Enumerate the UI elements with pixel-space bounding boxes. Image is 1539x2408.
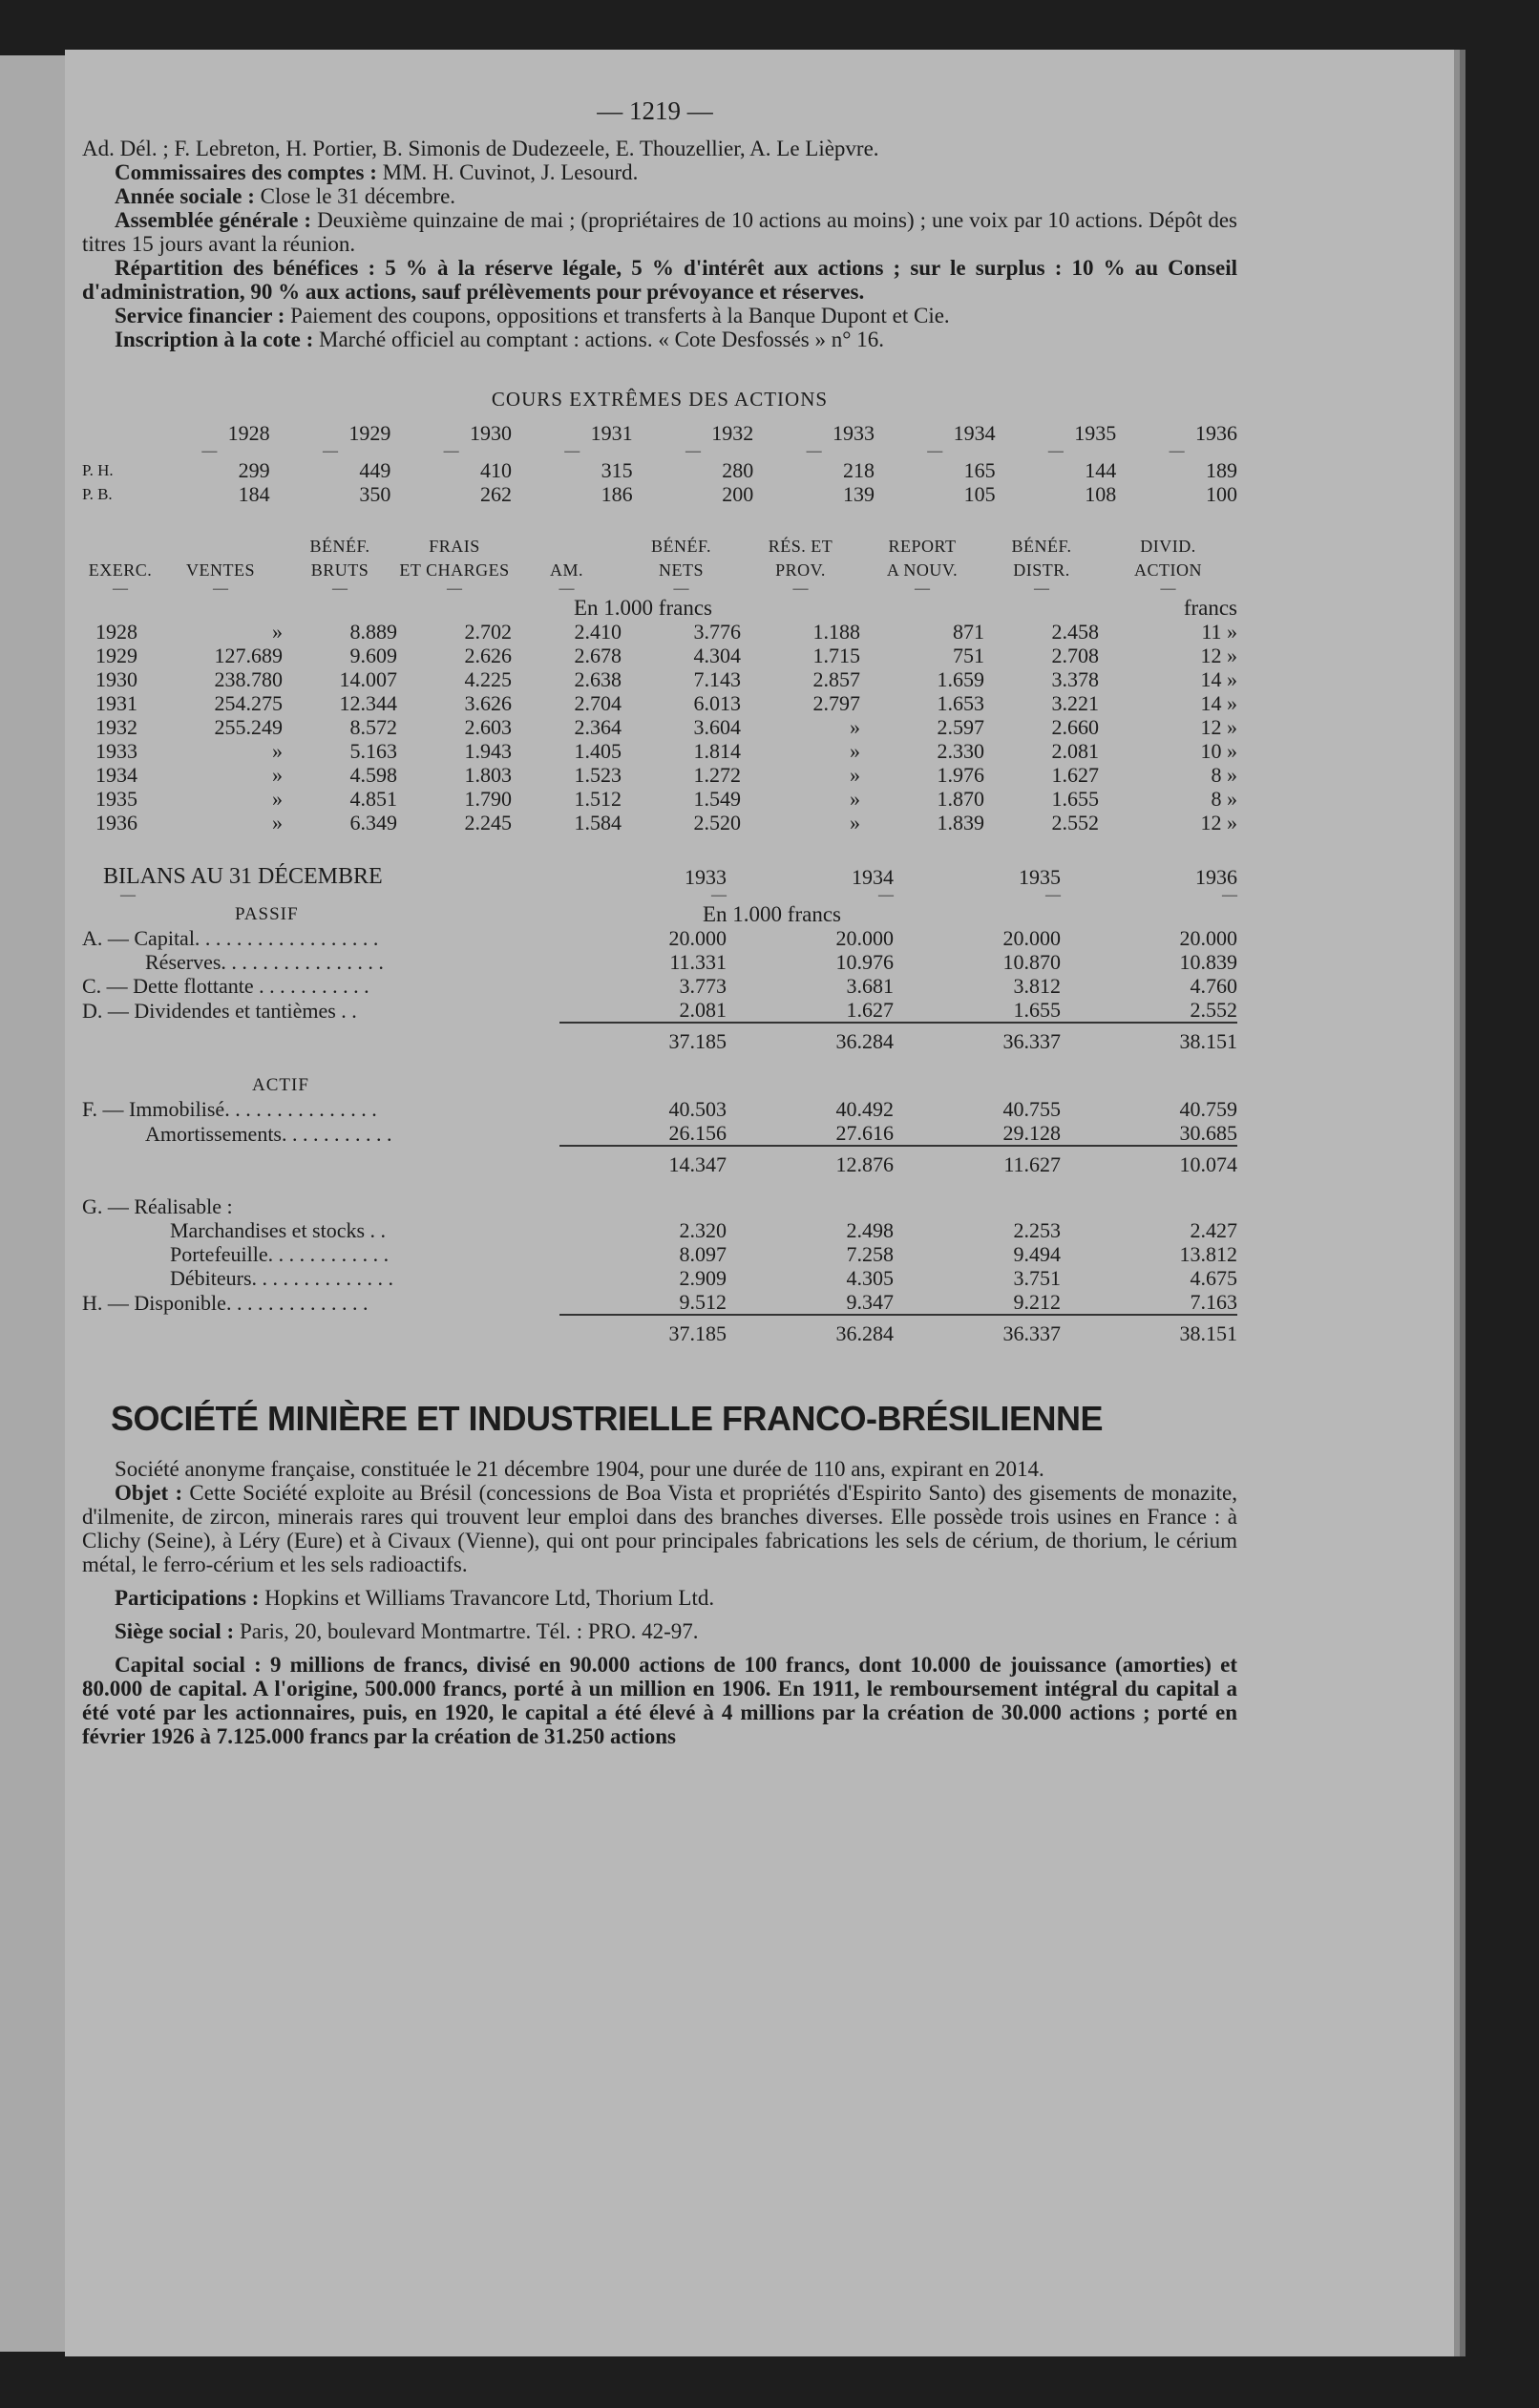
bilan-cell: 2.552	[1190, 998, 1237, 1022]
exercices-cell: »	[272, 811, 283, 834]
exercices-unit-row	[82, 596, 1237, 620]
exercices-cell: 1936	[95, 811, 137, 834]
bilan-cell: 9.212	[1013, 1290, 1061, 1314]
cours-row-label: P. H.	[82, 461, 114, 479]
page-number: — 1219 —	[597, 96, 713, 125]
exercices-table	[82, 535, 1237, 834]
exercices-cell: 1.549	[693, 787, 741, 811]
exercices-cell: 14 »	[1200, 667, 1237, 691]
exercices-cell: 14.007	[339, 667, 397, 691]
exercices-cell: 1.405	[574, 739, 622, 763]
exercices-cell: 3.626	[464, 691, 512, 715]
exercices-cell: 1.790	[464, 787, 512, 811]
service-text: Paiement des coupons, oppositions et transferts à la Banque Dupont et Cie.	[290, 304, 950, 327]
exercices-cell: 6.349	[349, 811, 397, 834]
exercices-cell: 8.889	[349, 620, 397, 644]
societe-body	[82, 1457, 1237, 1748]
exercices-cell: 1.715	[812, 644, 860, 667]
cours-cell: 189	[1206, 458, 1237, 482]
exercices-cell: 8 »	[1211, 787, 1237, 811]
exercices-cell: 2.520	[693, 811, 741, 834]
admin-line: Ad. Dél. ; F. Lebreton, H. Portier, B. Simonis de Dudezeele, E. Thouzellier, A. Le Lièpvre.	[82, 137, 879, 160]
exercices-cell: 2.458	[1051, 620, 1099, 644]
exercices-cell: 1.870	[937, 787, 984, 811]
exercices-header-cell: BÉNÉF.	[650, 537, 712, 556]
exercices-cell: 2.410	[574, 620, 622, 644]
annee-label: Année sociale :	[115, 184, 255, 208]
bilan-total-cell: 38.151	[1061, 1315, 1237, 1345]
bilan-row-label: Portefeuille. . . . . . . . . . . .	[170, 1242, 390, 1266]
exercices-cell: 2.364	[574, 715, 622, 739]
objet-label: Objet :	[115, 1481, 183, 1505]
exercices-cell: 1.659	[937, 667, 984, 691]
exercices-cell: 12 »	[1200, 715, 1237, 739]
exercices-cell: 255.249	[214, 715, 283, 739]
exercices-cell: 2.597	[937, 715, 984, 739]
exercices-cell: 1.584	[574, 811, 622, 834]
cours-cell: 108	[1085, 482, 1117, 506]
annee-text: Close le 31 décembre.	[260, 184, 456, 208]
bilan-cell: 29.128	[1002, 1121, 1061, 1145]
bilan-cell: 2.909	[679, 1266, 727, 1290]
exercices-cell: 1.188	[812, 620, 860, 644]
repartition-text: 5 % à la réserve légale, 5 % d'intérêt aux actions ; sur le surplus : 10 % au Conseil d'administration, 90 % aux actions, sauf prélèvements pour prévoyance et réserves.	[82, 256, 1237, 304]
societe-intro: Société anonyme française, constituée le 21 décembre 1904, pour une durée de 110 ans, expirant en 2014.	[115, 1457, 1044, 1481]
exercices-cell: 8.572	[349, 715, 397, 739]
bilans-table	[82, 865, 1237, 1345]
exercices-cell: 2.857	[812, 667, 860, 691]
cours-year: 1935	[1074, 421, 1117, 445]
bilan-cell: 8.097	[679, 1242, 727, 1266]
exercices-cell: 9.609	[349, 644, 397, 667]
immo-net-row	[82, 1146, 1237, 1176]
bilan-row	[82, 1266, 1237, 1290]
exercices-cell: 7.143	[693, 667, 741, 691]
exercices-header-cell	[82, 535, 158, 559]
exercices-cell: 751	[953, 644, 984, 667]
exercices-cell: 2.603	[464, 715, 512, 739]
bilan-cell: 2.427	[1190, 1218, 1237, 1242]
exercices-cell: 12 »	[1200, 811, 1237, 834]
bilan-row	[82, 1242, 1237, 1266]
cours-cell: 186	[601, 482, 633, 506]
exercices-cell: »	[272, 787, 283, 811]
cours-cell: 315	[601, 458, 633, 482]
cours-cell: 350	[359, 482, 391, 506]
repartition-label: Répartition des bénéfices :	[115, 256, 376, 280]
real-body	[82, 1218, 1237, 1315]
exercices-cell: 1.272	[693, 763, 741, 787]
repartition-paragraph	[82, 256, 1237, 304]
capital-label: Capital social :	[115, 1653, 262, 1677]
bilan-cell: 2.320	[679, 1218, 727, 1242]
bilans-title-row	[82, 865, 1237, 889]
inscription-label: Inscription à la cote :	[115, 327, 314, 351]
cours-year: 1931	[590, 421, 633, 445]
cours-table	[82, 421, 1237, 506]
bilan-row-label: Débiteurs. . . . . . . . . . . . . .	[170, 1266, 394, 1290]
cours-cell: 139	[842, 482, 875, 506]
assemblee-text: Deuxième quinzaine de mai ; (propriétaires de 10 actions au moins) ; une voix par 10 actions. Dépôt des titres 15 jours avant la réunion.	[82, 208, 1237, 256]
exercices-header-cell: AM.	[549, 560, 583, 580]
bilan-cell: 2.253	[1013, 1218, 1061, 1242]
exercices-row	[82, 644, 1237, 667]
bilan-row-label: C. — Dette flottante . . . . . . . . . . .	[82, 974, 369, 998]
service-paragraph	[82, 304, 1237, 327]
bilan-row-label: Amortissements. . . . . . . . . . .	[145, 1121, 392, 1146]
exercices-body	[82, 620, 1237, 834]
exercices-unit-div: francs	[1183, 596, 1237, 620]
exercices-row	[82, 763, 1237, 787]
actif-label: ACTIF	[252, 1075, 309, 1095]
exercices-cell: 1.512	[574, 787, 622, 811]
cours-cell: 100	[1206, 482, 1237, 506]
exercices-cell: 8 »	[1211, 763, 1237, 787]
exercices-cell: 12 »	[1200, 644, 1237, 667]
exercices-header-cell: DISTR.	[1013, 560, 1070, 580]
bilan-total-cell: 36.337	[894, 1315, 1061, 1345]
cours-cell: 200	[722, 482, 754, 506]
exercices-cell: 14 »	[1200, 691, 1237, 715]
exercices-cell: 2.626	[464, 644, 512, 667]
exercices-cell: 2.330	[937, 739, 984, 763]
realisable-label: G. — Réalisable :	[82, 1194, 233, 1218]
exercices-cell: 1931	[95, 691, 137, 715]
realisable-row	[82, 1176, 1237, 1218]
cours-year: 1928	[227, 421, 270, 445]
exercices-cell: 2.797	[812, 691, 860, 715]
exercices-cell: »	[850, 763, 860, 787]
exercices-cell: 12.344	[339, 691, 397, 715]
exercices-cell: 1934	[95, 763, 137, 787]
exercices-cell: 871	[953, 620, 984, 644]
exercices-cell: 2.245	[464, 811, 512, 834]
exercices-cell: 1.839	[937, 811, 984, 834]
cours-row-label: P. B.	[82, 485, 113, 503]
bilans-year: 1936	[1195, 865, 1237, 889]
annee-paragraph	[82, 184, 1237, 208]
participations-text: Hopkins et Williams Travancore Ltd, Thorium Ltd.	[264, 1586, 715, 1610]
exercices-row	[82, 667, 1237, 691]
bilan-cell: 3.681	[846, 974, 894, 998]
exercices-cell: 2.704	[574, 691, 622, 715]
bilans-year: 1933	[685, 865, 727, 889]
exercices-header-cell	[158, 535, 283, 559]
bilan-cell: 10.839	[1179, 950, 1237, 974]
bilan-cell: 3.773	[679, 974, 727, 998]
cours-year: 1932	[711, 421, 754, 445]
exercices-row	[82, 811, 1237, 834]
bilan-cell: 1.655	[1013, 998, 1061, 1022]
commissaires-text: MM. H. Cuvinot, J. Lesourd.	[382, 160, 639, 184]
commissaires-paragraph	[82, 160, 1237, 184]
exercices-cell: 1928	[95, 620, 137, 644]
exercices-cell: 1930	[95, 667, 137, 691]
inscription-paragraph	[82, 327, 1237, 351]
bilan-cell: 4.675	[1190, 1266, 1237, 1290]
bilan-cell: 2.081	[679, 998, 727, 1022]
exercices-header-cell: ET CHARGES	[399, 560, 510, 580]
exercices-row	[82, 787, 1237, 811]
cours-cell: 144	[1085, 458, 1117, 482]
bilan-cell: 10.976	[835, 950, 894, 974]
bilans-actif-row	[82, 1053, 1237, 1097]
bilan-row	[82, 998, 1237, 1023]
exercices-cell: »	[850, 715, 860, 739]
exercices-header-cell: BÉNÉF.	[309, 537, 370, 556]
exercices-cell: 2.678	[574, 644, 622, 667]
bilan-cell: 27.616	[835, 1121, 894, 1145]
exercices-header-cell: PROV.	[775, 560, 826, 580]
cours-year: 1930	[469, 421, 512, 445]
bilans-unit: En 1.000 francs	[703, 902, 841, 926]
capital-paragraph	[82, 1653, 1237, 1748]
cours-cell: 218	[842, 458, 875, 482]
bilan-total-cell: 11.627	[894, 1146, 1061, 1176]
bilan-row-label: Marchandises et stocks . .	[170, 1218, 387, 1242]
exercices-header-cell: BRUTS	[310, 560, 369, 580]
exercices-row	[82, 620, 1237, 644]
exercices-cell: 2.552	[1051, 811, 1099, 834]
objet-text: Cette Société exploite au Brésil (concessions de Boa Vista et propriétés d'Espirito Santo) des gisements de monazite, d'ilmenite, de zircon, minerais rares qui trouvent leur emploi dans des branches diverses. Elle possède trois usines en France : à Clichy (Seine), à Léry (Eure) et à Civaux (Vienne), qui ont pour principales fabrications les sels de cérium, de thorium, le cérium métal, le ferro-cérium et les sels radioactifs.	[82, 1481, 1237, 1576]
bilan-cell: 9.512	[679, 1290, 727, 1314]
bilan-cell: 7.258	[846, 1242, 894, 1266]
participations-paragraph	[82, 1586, 1237, 1610]
exercices-cell: 1935	[95, 787, 137, 811]
cours-year: 1933	[832, 421, 875, 445]
bilan-row-label: F. — Immobilisé. . . . . . . . . . . . . . .	[82, 1097, 377, 1121]
assemblee-label: Assemblée générale :	[115, 208, 312, 232]
exercices-cell: 3.776	[693, 620, 741, 644]
bilan-cell: 20.000	[1002, 926, 1061, 950]
bilans-title: BILANS AU 31 DÉCEMBRE	[103, 864, 383, 889]
exercices-cell: 1.814	[693, 739, 741, 763]
exercices-row	[82, 691, 1237, 715]
actif-total-row	[82, 1315, 1237, 1345]
cours-cell: 449	[359, 458, 391, 482]
bilan-row	[82, 1290, 1237, 1315]
bilan-cell: 40.503	[668, 1097, 727, 1121]
bilan-cell: 3.751	[1013, 1266, 1061, 1290]
bilan-total-cell: 37.185	[559, 1023, 727, 1053]
bilan-cell: 10.870	[1002, 950, 1061, 974]
bilan-cell: 4.305	[846, 1266, 894, 1290]
cours-years-row	[82, 421, 1237, 445]
siege-paragraph	[82, 1619, 1237, 1643]
facing-page-edge	[0, 55, 68, 2352]
exercices-cell: 2.081	[1051, 739, 1099, 763]
bilan-row	[82, 1218, 1237, 1242]
bilan-cell: 40.492	[835, 1097, 894, 1121]
page-content	[82, 96, 1237, 1748]
exercices-cell: 4.225	[464, 667, 512, 691]
bilan-cell: 9.347	[846, 1290, 894, 1314]
exercices-cell: »	[272, 763, 283, 787]
bilans-dash-row: — — — — —	[120, 887, 1237, 903]
exercices-header-cell: EXERC.	[88, 560, 153, 580]
exercices-cell: 3.604	[693, 715, 741, 739]
exercices-cell: 1929	[95, 644, 137, 667]
exercices-cell: 1.943	[464, 739, 512, 763]
capital-text: 9 millions de francs, divisé en 90.000 actions de 100 francs, dont 10.000 de jouissance (amorties) et 80.000 de capital. A l'origine, 500.000 francs, porté à un million en 1906. En 1911, le remboursement intégral du capital a été voté par les actionnaires, puis, en 1920, le capital a été élevé à 4 millions par la création de 30.000 actions ; porté en février 1926 à 7.125.000 francs par la création de 31.250 actions	[82, 1653, 1237, 1748]
cours-year: 1929	[348, 421, 391, 445]
bilan-cell: 30.685	[1179, 1121, 1237, 1145]
cours-cell: 410	[479, 458, 512, 482]
exercices-cell: 2.638	[574, 667, 622, 691]
bilans-passif-row	[82, 902, 1237, 926]
exercices-cell: 1.523	[574, 763, 622, 787]
bilan-row	[82, 1121, 1237, 1146]
exercices-header-cell: RÉS. ET	[768, 537, 833, 556]
exercices-cell: »	[272, 620, 283, 644]
bilan-total-cell: 36.337	[894, 1023, 1061, 1053]
cours-row-pb	[82, 482, 1237, 506]
bilans-year: 1935	[1019, 865, 1061, 889]
cours-caption: COURS EXTRÊMES DES ACTIONS	[491, 388, 829, 411]
societe-title: SOCIÉTÉ MINIÈRE ET INDUSTRIELLE FRANCO-BRÉSILIENNE	[111, 1399, 1104, 1438]
cours-cell: 165	[963, 458, 996, 482]
bilan-row-label: H. — Disponible. . . . . . . . . . . . . .	[82, 1290, 369, 1315]
exercices-cell: 11 »	[1201, 620, 1237, 644]
assemblee-paragraph	[82, 208, 1237, 256]
bilan-cell: 20.000	[1179, 926, 1237, 950]
cours-year: 1936	[1195, 421, 1237, 445]
bilan-total-cell: 10.074	[1061, 1146, 1237, 1176]
exercices-cell: 4.851	[349, 787, 397, 811]
bilans-year: 1934	[852, 865, 894, 889]
bilan-total-cell: 12.876	[727, 1146, 894, 1176]
immo-body	[82, 1097, 1237, 1146]
bilan-cell: 26.156	[668, 1121, 727, 1145]
exercices-cell: 3.221	[1051, 691, 1099, 715]
exercices-cell: 4.304	[693, 644, 741, 667]
bilan-row-label: A. — Capital. . . . . . . . . . . . . . . . . .	[82, 926, 379, 950]
exercices-cell: 127.689	[214, 644, 283, 667]
passif-total-row	[82, 1023, 1237, 1053]
bilan-cell: 20.000	[835, 926, 894, 950]
passif-label: PASSIF	[235, 904, 299, 924]
bilan-cell: 40.755	[1002, 1097, 1061, 1121]
exercices-header-cell: REPORT	[888, 537, 957, 556]
bilan-row-label: Réserves. . . . . . . . . . . . . . . .	[145, 950, 384, 974]
exercices-cell: 3.378	[1051, 667, 1099, 691]
cours-cell: 280	[722, 458, 754, 482]
bilan-total-cell: 36.284	[727, 1023, 894, 1053]
passif-body	[82, 926, 1237, 1023]
cours-dash-row: — — — — — — — — —	[201, 443, 1185, 459]
exercices-cell: 254.275	[214, 691, 283, 715]
bilan-cell: 2.498	[846, 1218, 894, 1242]
exercices-cell: 5.163	[349, 739, 397, 763]
cours-cell: 299	[238, 458, 270, 482]
exercices-cell: 2.660	[1051, 715, 1099, 739]
exercices-header-cell: NETS	[659, 560, 704, 580]
exercices-cell: 1932	[95, 715, 137, 739]
inscription-text: Marché officiel au comptant : actions. « Cote Desfossés » n° 16.	[319, 327, 884, 351]
exercices-cell: 1.803	[464, 763, 512, 787]
exercices-cell: 1.627	[1051, 763, 1099, 787]
exercices-cell: »	[850, 811, 860, 834]
commissaires-label: Commissaires des comptes :	[115, 160, 377, 184]
siege-text: Paris, 20, boulevard Montmartre. Tél. : PRO. 42-97.	[239, 1619, 699, 1643]
exercices-cell: »	[850, 787, 860, 811]
exercices-row	[82, 739, 1237, 763]
bilan-row	[82, 974, 1237, 998]
objet-paragraph	[82, 1481, 1237, 1576]
participations-label: Participations :	[115, 1586, 260, 1610]
exercices-cell: 2.702	[464, 620, 512, 644]
exercices-header-cell: ACTION	[1134, 560, 1202, 580]
exercices-header-cell	[512, 535, 622, 559]
exercices-unit-main: En 1.000 francs	[574, 596, 712, 620]
bilan-cell: 40.759	[1179, 1097, 1237, 1121]
cours-row-ph	[82, 458, 1237, 482]
bilan-cell: 4.760	[1190, 974, 1237, 998]
exercices-header-top	[82, 535, 1237, 559]
cours-cell: 105	[963, 482, 996, 506]
exercices-header-cell: DIVID.	[1140, 537, 1196, 556]
exercices-header-cell: BÉNÉF.	[1011, 537, 1072, 556]
exercices-row	[82, 715, 1237, 739]
exercices-cell: 4.598	[349, 763, 397, 787]
bilan-cell: 1.627	[846, 998, 894, 1022]
exercices-cell: 2.708	[1051, 644, 1099, 667]
bilan-cell: 7.163	[1190, 1290, 1237, 1314]
bilan-total-cell: 37.185	[559, 1315, 727, 1345]
bilan-total-cell: 38.151	[1061, 1023, 1237, 1053]
exercices-cell: 1933	[95, 739, 137, 763]
exercices-header-bottom	[82, 559, 1237, 582]
cours-cell: 184	[238, 482, 270, 506]
exercices-header-cell: FRAIS	[429, 537, 480, 556]
bilan-row-label: D. — Dividendes et tantièmes . .	[82, 998, 357, 1023]
exercices-cell: »	[850, 739, 860, 763]
cours-year: 1934	[953, 421, 996, 445]
exercices-cell: 1.976	[937, 763, 984, 787]
bilan-cell: 20.000	[668, 926, 727, 950]
exercices-cell: »	[272, 739, 283, 763]
exercices-cell: 238.780	[214, 667, 283, 691]
bilan-row	[82, 926, 1237, 950]
bilan-cell: 13.812	[1179, 1242, 1237, 1266]
siege-label: Siège social :	[115, 1619, 235, 1643]
bilan-cell: 3.812	[1013, 974, 1061, 998]
exercices-cell: 6.013	[693, 691, 741, 715]
bilan-total-cell: 36.284	[727, 1315, 894, 1345]
exercices-header-cell: VENTES	[186, 560, 255, 580]
bilan-row	[82, 1097, 1237, 1121]
exercices-cell: 10 »	[1200, 739, 1237, 763]
bilan-cell: 9.494	[1013, 1242, 1061, 1266]
service-label: Service financier :	[115, 304, 285, 327]
exercices-header-cell: A NOUV.	[886, 560, 959, 580]
exercices-cell: 1.655	[1051, 787, 1099, 811]
bilan-row	[82, 950, 1237, 974]
exercices-dash-row: — — — — — — — — — —	[113, 581, 1176, 597]
cours-cell: 262	[479, 482, 512, 506]
exercices-cell: 1.653	[937, 691, 984, 715]
bilan-cell: 11.331	[669, 950, 727, 974]
bilan-total-cell: 14.347	[559, 1146, 727, 1176]
